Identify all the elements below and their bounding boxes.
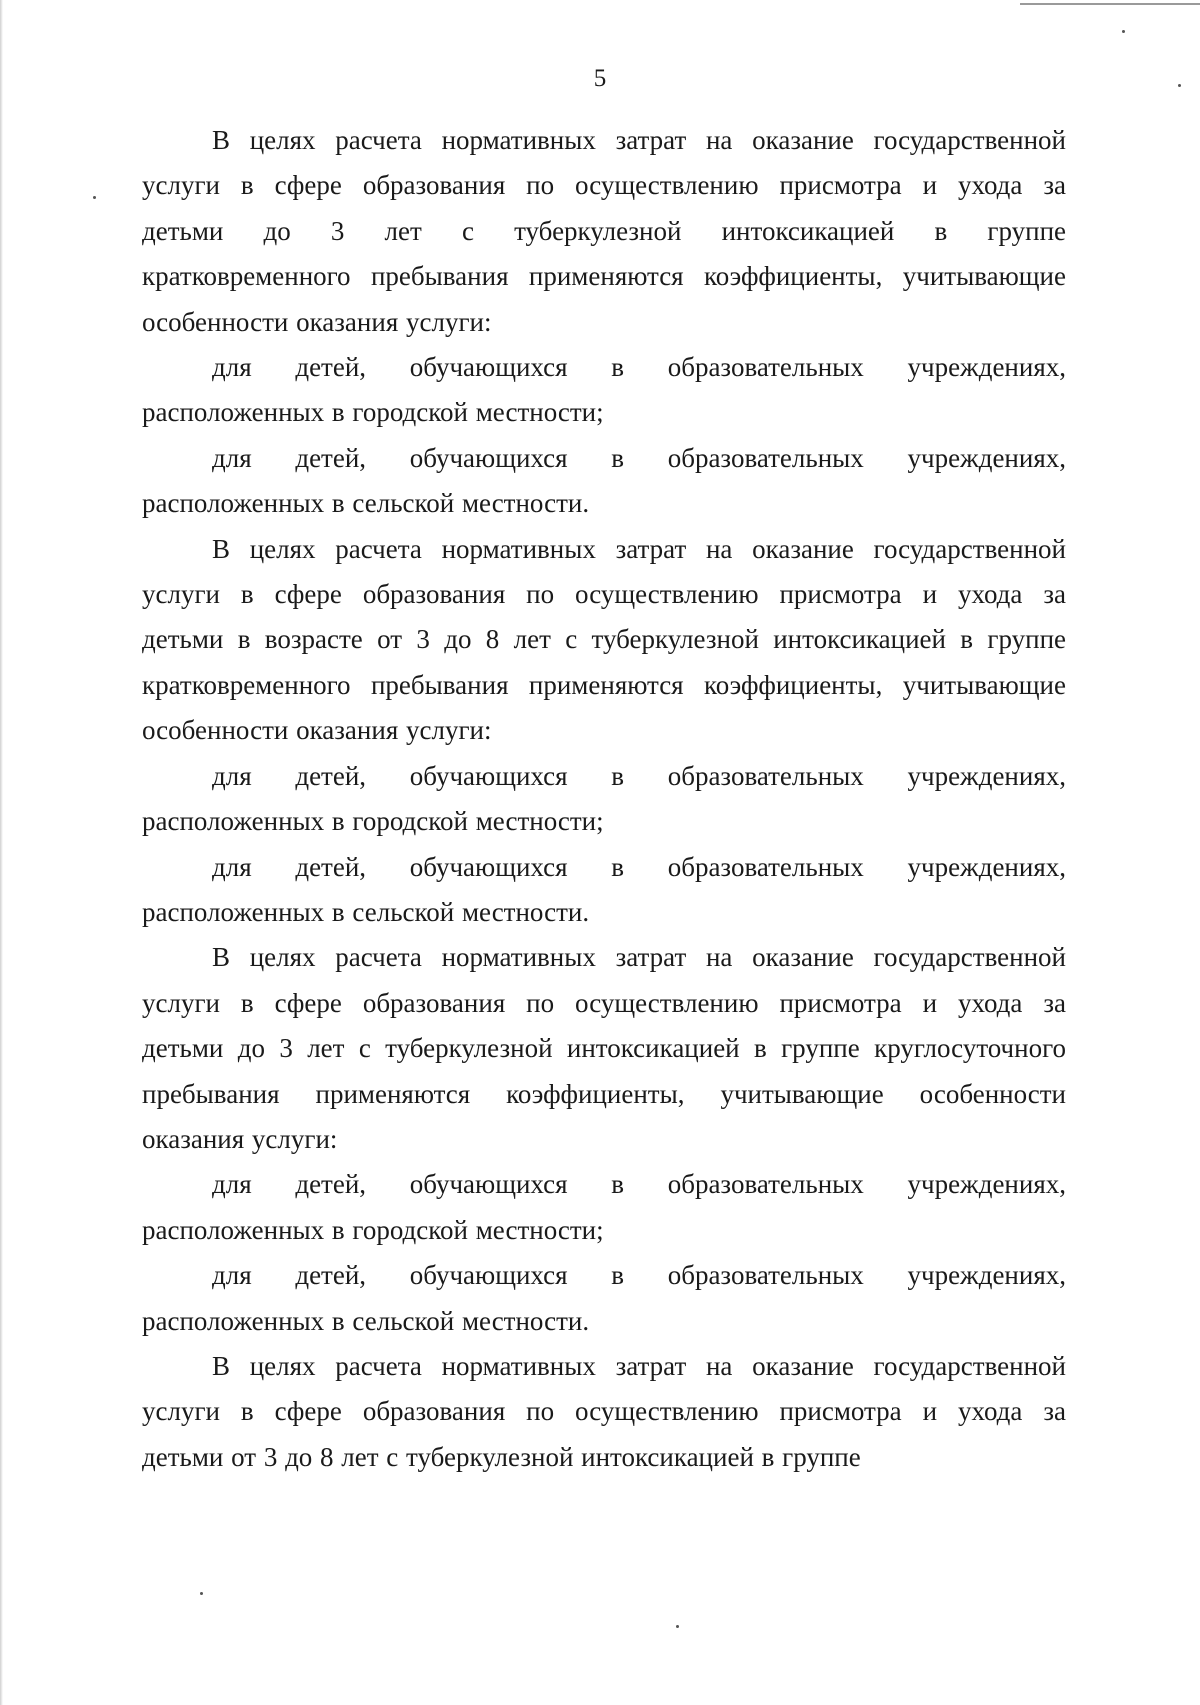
section-3-item-1 [142,1162,1066,1253]
scan-rule [1020,3,1200,5]
text-line: кратковременного пребывания применяются коэффициенты, учитывающие [142,669,1066,700]
text-line: пребывания применяются коэффициенты, учитывающие особенности [142,1078,1066,1109]
text-line: кратковременного пребывания применяются коэффициенты, учитывающие [142,261,1066,292]
scan-speck [200,1592,203,1595]
section-4-intro [142,1344,1066,1480]
section-3-item-2 [142,1253,1066,1344]
text-line: особенности оказания услуги: [142,306,492,337]
text-line: детьми в возрасте от 3 до 8 лет с туберкулезной интоксикацией в группе [142,624,1066,655]
text-line: расположенных в сельской местности. [142,1305,590,1336]
text-line: для детей, обучающихся в образовательных учреждениях, [212,760,1066,791]
scan-speck [93,196,96,199]
text-line: для детей, обучающихся в образовательных учреждениях, [212,851,1066,882]
page-number: 5 [593,65,607,92]
text-line: расположенных в сельской местности. [142,488,590,519]
text-line: В целях расчета нормативных затрат на оказание государственной [212,533,1066,564]
text-line: В целях расчета нормативных затрат на оказание государственной [212,125,1066,155]
text-line: особенности оказания услуги: [142,715,492,746]
section-1-intro [142,118,1066,345]
text-line: расположенных в городской местности; [142,1214,604,1245]
text-line: детьми до 3 лет с туберкулезной интоксикацией в группе круглосуточного [142,1033,1066,1064]
section-1-item-1 [142,345,1066,436]
text-line: услуги в сфере образования по осуществлению присмотра и ухода за [142,170,1066,201]
text-line: для детей, обучающихся в образовательных учреждениях, [212,442,1066,473]
text-line: оказания услуги: [142,1123,338,1154]
text-line: для детей, обучающихся в образовательных учреждениях, [212,352,1066,383]
text-line: В целях расчета нормативных затрат на оказание государственной [212,1350,1066,1381]
section-2-intro [142,527,1066,754]
text-line: В целях расчета нормативных затрат на оказание государственной [212,942,1066,973]
text-line: детьми до 3 лет с туберкулезной интоксикацией в группе [142,215,1066,246]
text-line: услуги в сфере образования по осуществлению присмотра и ухода за [142,1396,1066,1427]
text-line: для детей, обучающихся в образовательных учреждениях, [212,1169,1066,1200]
section-3-intro [142,935,1066,1162]
scan-edge [0,0,3,1705]
text-line: расположенных в сельской местности. [142,896,590,927]
section-2-item-2 [142,845,1066,936]
scan-speck [676,1625,679,1628]
text-line: детьми от 3 до 8 лет с туберкулезной интоксикацией в группе [142,1441,861,1472]
scan-speck [1122,30,1125,33]
text-line: расположенных в городской местности; [142,806,604,837]
text-line: услуги в сфере образования по осуществлению присмотра и ухода за [142,579,1066,610]
text-line: услуги в сфере образования по осуществлению присмотра и ухода за [142,987,1066,1018]
section-2-item-1 [142,754,1066,845]
document-body [142,118,1066,1480]
text-line: для детей, обучающихся в образовательных учреждениях, [212,1260,1066,1291]
text-line: расположенных в городской местности; [142,397,604,428]
section-1-item-2 [142,436,1066,527]
